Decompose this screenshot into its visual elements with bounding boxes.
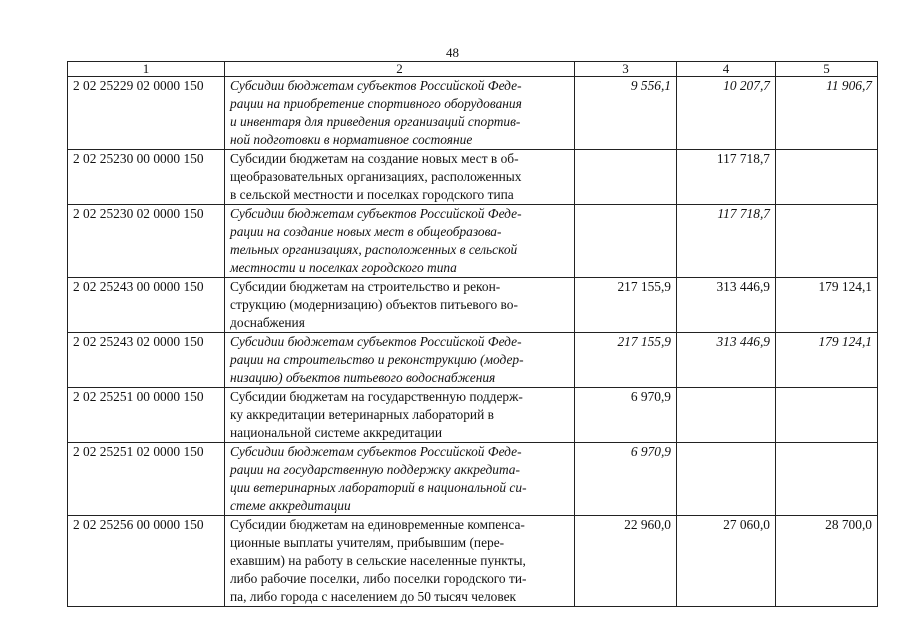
row-value-col-3: 217 155,9 [575,333,677,388]
row-value-col-4: 117 718,7 [677,205,776,278]
row-value-col-3: 6 970,9 [575,388,677,443]
description-line: и инвентаря для приведения организаций спортив- [230,114,521,129]
row-description [225,150,575,205]
table-row [68,333,878,388]
header-row [68,62,878,77]
table-body [68,77,878,607]
header-col-5: 5 [776,62,878,77]
row-value-col-5 [776,205,878,278]
row-code: 2 02 25243 02 0000 150 [68,333,225,388]
row-code: 2 02 25230 00 0000 150 [68,150,225,205]
row-value-col-5: 11 906,7 [776,77,878,150]
description-line: доснабжения [230,315,305,330]
description-line: рации на приобретение спортивного оборудования [230,96,522,111]
description-line: национальной системе аккредитации [230,425,442,440]
table-row [68,388,878,443]
description-line: в сельской местности и поселках городского типа [230,187,514,202]
description-line: ку аккредитации ветеринарных лабораторий в [230,407,494,422]
description-line: Субсидии бюджетам субъектов Российской Феде- [230,334,522,349]
table-row [68,516,878,607]
description-line: ной подготовки в нормативное состояние [230,132,473,147]
row-code: 2 02 25229 02 0000 150 [68,77,225,150]
header-col-1: 1 [68,62,225,77]
budget-table [67,61,878,607]
row-value-col-4: 313 446,9 [677,333,776,388]
description-line: стеме аккредитации [230,498,351,513]
row-value-col-3: 217 155,9 [575,278,677,333]
row-value-col-4 [677,443,776,516]
row-description [225,388,575,443]
row-value-col-5 [776,388,878,443]
row-value-col-5: 28 700,0 [776,516,878,607]
table-row [68,278,878,333]
description-line: Субсидии бюджетам на государственную поддерж- [230,389,523,404]
description-line: рации на создание новых мест в общеобразова- [230,224,502,239]
row-value-col-5 [776,150,878,205]
row-value-col-3 [575,150,677,205]
table-row [68,443,878,516]
row-code: 2 02 25251 00 0000 150 [68,388,225,443]
row-description [225,77,575,150]
row-value-col-5: 179 124,1 [776,278,878,333]
description-line: Субсидии бюджетам на единовременные компенса- [230,517,525,532]
row-value-col-4: 10 207,7 [677,77,776,150]
description-line: Субсидии бюджетам субъектов Российской Феде- [230,206,522,221]
description-line: либо рабочие поселки, либо поселки городского ти- [230,571,527,586]
description-line: Субсидии бюджетам на строительство и рекон- [230,279,501,294]
row-description [225,516,575,607]
description-line: тельных организациях, расположенных в сельской [230,242,518,257]
row-description [225,205,575,278]
description-line: Субсидии бюджетам субъектов Российской Феде- [230,444,522,459]
description-line: Субсидии бюджетам на создание новых мест в об- [230,151,519,166]
description-line: струкцию (модернизацию) объектов питьевого во- [230,297,518,312]
row-description [225,443,575,516]
row-value-col-3: 9 556,1 [575,77,677,150]
row-code: 2 02 25243 00 0000 150 [68,278,225,333]
table-row [68,205,878,278]
description-line: рации на строительство и реконструкцию (модер- [230,352,524,367]
header-col-3: 3 [575,62,677,77]
description-line: щеобразовательных организациях, расположенных [230,169,522,184]
description-line: низацию) объектов питьевого водоснабжения [230,370,496,385]
row-description [225,333,575,388]
table-row [68,150,878,205]
row-value-col-4: 313 446,9 [677,278,776,333]
description-line: па, либо города с населением до 50 тысяч человек [230,589,517,604]
row-code: 2 02 25230 02 0000 150 [68,205,225,278]
row-value-col-3 [575,205,677,278]
description-line: рации на государственную поддержку аккредита- [230,462,520,477]
description-line: ции ветеринарных лабораторий в национальной си- [230,480,527,495]
row-value-col-5: 179 124,1 [776,333,878,388]
description-line: Субсидии бюджетам субъектов Российской Феде- [230,78,522,93]
description-line: местности и поселках городского типа [230,260,457,275]
row-value-col-3: 6 970,9 [575,443,677,516]
row-value-col-4 [677,388,776,443]
row-description [225,278,575,333]
row-code: 2 02 25251 02 0000 150 [68,443,225,516]
row-value-col-4: 27 060,0 [677,516,776,607]
row-code: 2 02 25256 00 0000 150 [68,516,225,607]
row-value-col-3: 22 960,0 [575,516,677,607]
row-value-col-5 [776,443,878,516]
header-col-2: 2 [225,62,575,77]
header-col-4: 4 [677,62,776,77]
page-number: 48 [446,45,459,60]
table-row [68,77,878,150]
description-line: ехавшим) на работу в сельские населенные пункты, [230,553,526,568]
row-value-col-4: 117 718,7 [677,150,776,205]
description-line: ционные выплаты учителям, прибывшим (пере- [230,535,505,550]
